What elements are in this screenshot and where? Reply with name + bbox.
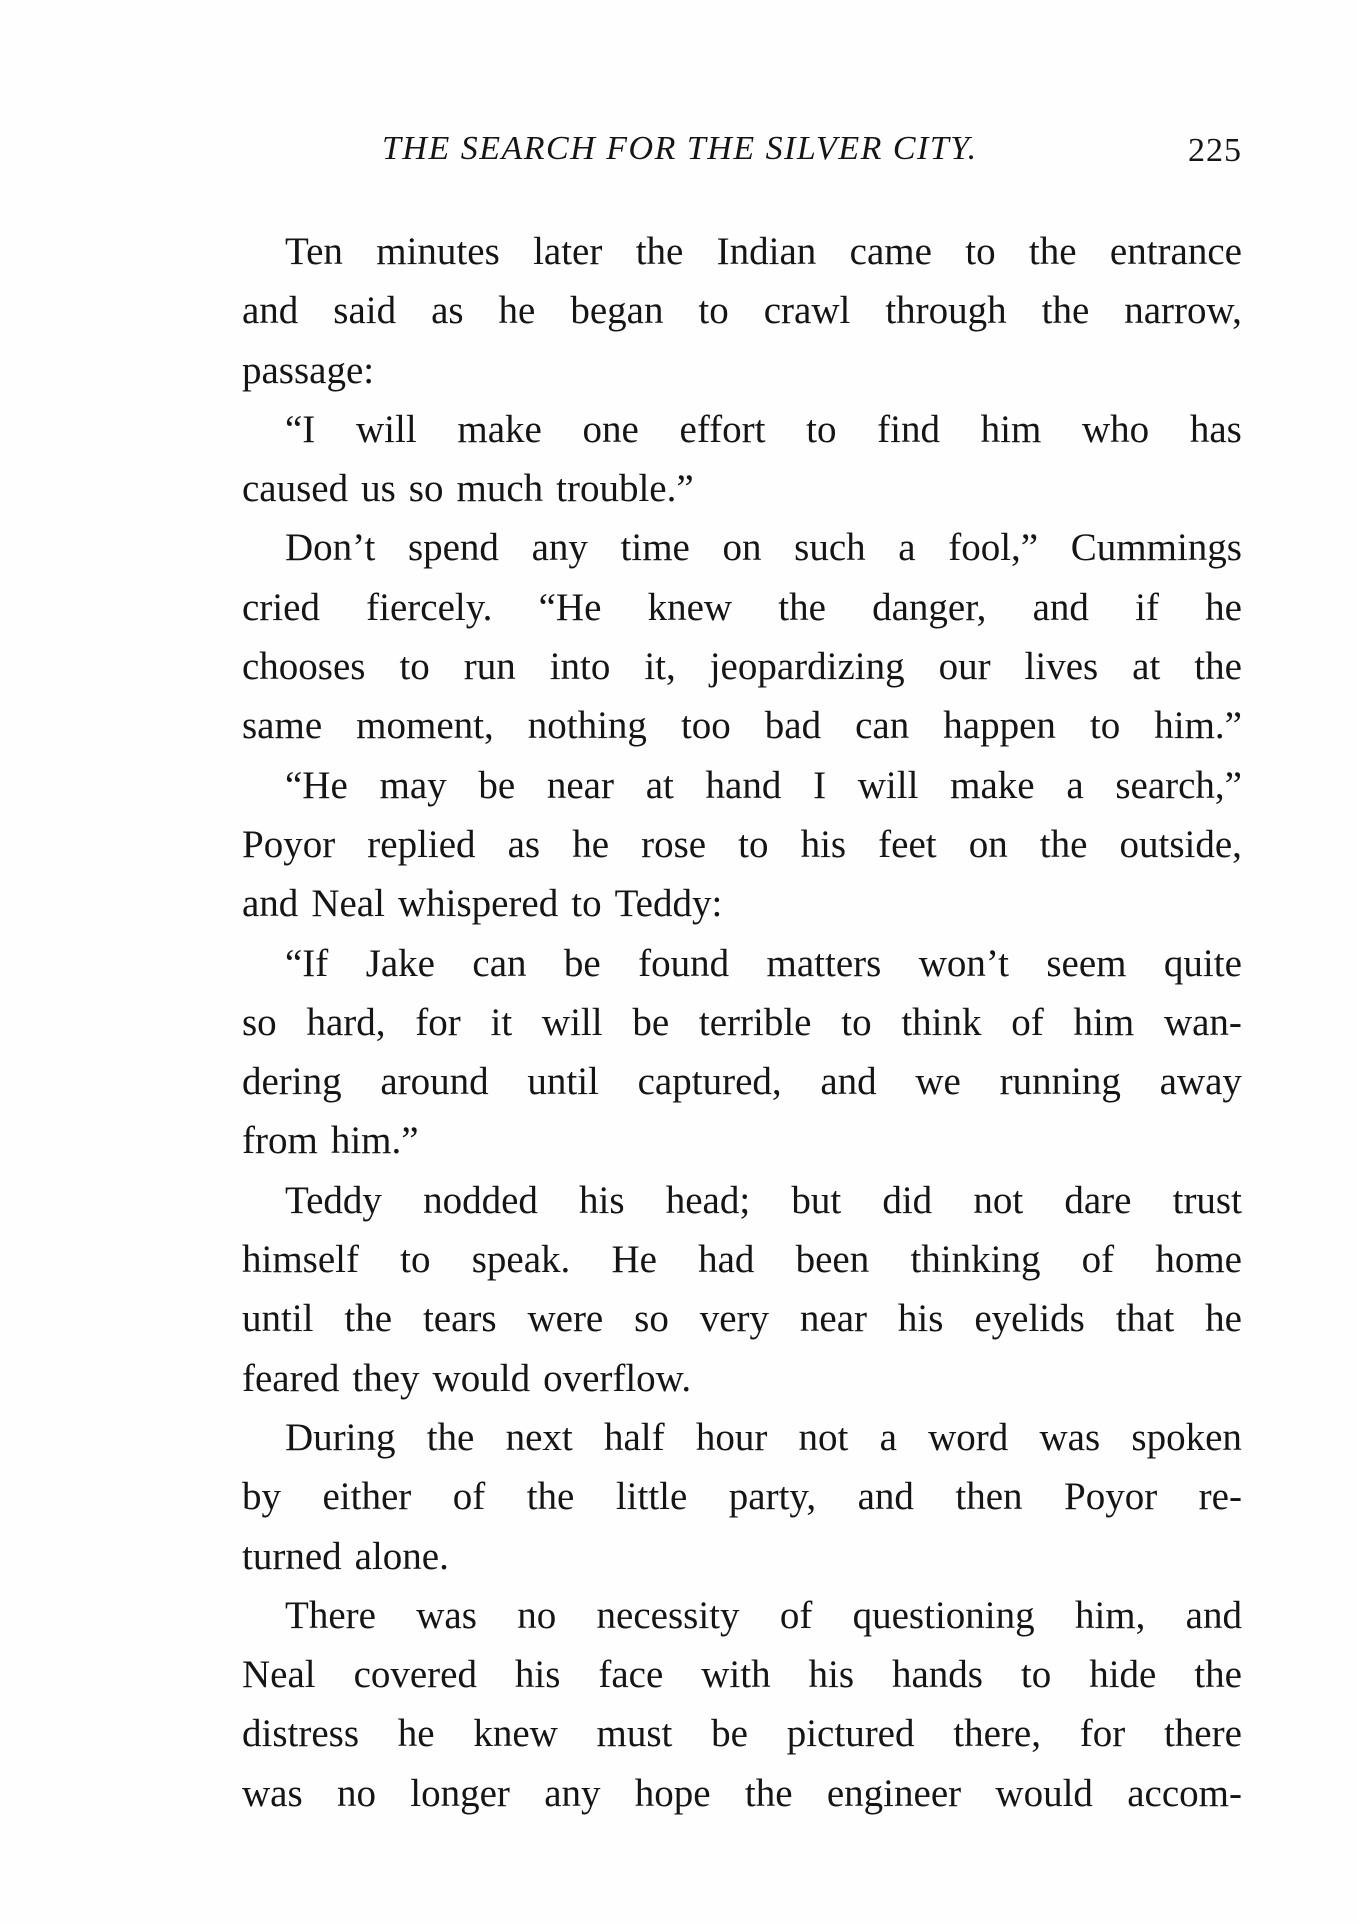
word: There	[285, 1593, 376, 1637]
word: make	[457, 407, 542, 451]
word: our	[938, 645, 991, 689]
word: speak.	[471, 1238, 571, 1282]
word: said	[333, 289, 397, 333]
word: had	[698, 1238, 755, 1282]
word: began	[570, 289, 664, 333]
word: “He	[285, 763, 348, 807]
text-line	[242, 1349, 1242, 1408]
word: half	[603, 1415, 665, 1459]
word: hope	[634, 1771, 711, 1815]
word: away	[1159, 1060, 1242, 1104]
word: the	[1041, 289, 1090, 333]
word: Ten	[285, 230, 343, 273]
word: to	[400, 1238, 431, 1282]
word: tears	[422, 1297, 497, 1341]
word: quite	[1163, 941, 1242, 985]
text-line	[242, 400, 1242, 459]
word: him.”	[330, 1119, 419, 1163]
text-line	[242, 1527, 1242, 1586]
word: would	[432, 1356, 531, 1400]
word: into	[549, 645, 611, 689]
word: may	[379, 763, 447, 807]
word: time	[620, 526, 690, 570]
word: pictured	[786, 1712, 915, 1756]
word: can	[472, 941, 527, 985]
word: Jake	[365, 941, 435, 985]
word: and	[820, 1060, 877, 1104]
word: and	[242, 289, 299, 333]
word: caused	[242, 467, 349, 511]
word: either	[322, 1475, 412, 1519]
word: who	[1082, 407, 1150, 451]
word: been	[795, 1238, 870, 1282]
word: hour	[695, 1415, 768, 1459]
word: crawl	[763, 289, 851, 333]
word: to	[571, 882, 602, 926]
text-line	[242, 459, 1242, 518]
word: near	[546, 763, 614, 807]
word: to	[1089, 704, 1121, 748]
word: so	[408, 467, 444, 511]
word: any	[544, 1771, 601, 1815]
text-line	[242, 578, 1242, 637]
word: not	[973, 1178, 1024, 1222]
text-line	[242, 341, 1242, 400]
word: the	[1028, 230, 1077, 273]
word: overflow.	[543, 1356, 692, 1400]
word: eyelids	[974, 1297, 1085, 1341]
word: no	[336, 1771, 376, 1815]
word: a	[898, 526, 916, 570]
text-line	[242, 637, 1242, 696]
word: he	[1205, 585, 1242, 629]
word: for	[415, 1000, 461, 1044]
word: any	[531, 526, 588, 570]
word: I	[813, 763, 827, 807]
word: hand	[705, 763, 782, 807]
word: the	[526, 1475, 575, 1519]
word: covered	[353, 1653, 477, 1697]
word: his	[897, 1297, 944, 1341]
word: to	[1020, 1653, 1052, 1697]
running-title: THE SEARCH FOR THE SILVER CITY.	[382, 130, 978, 167]
word: Neal	[242, 1653, 316, 1697]
text-line	[242, 1052, 1242, 1111]
word: be	[563, 941, 601, 985]
word: of	[1081, 1238, 1115, 1282]
word: trouble.”	[556, 467, 694, 511]
word: longer	[410, 1771, 510, 1815]
word: until	[242, 1297, 314, 1341]
word: the	[778, 585, 826, 629]
word: lives	[1024, 645, 1099, 689]
word: to	[965, 230, 996, 273]
word: for	[1079, 1712, 1126, 1756]
word: of	[452, 1475, 486, 1519]
word: dering	[242, 1060, 342, 1104]
word: necessity	[596, 1593, 740, 1637]
word: and	[857, 1475, 914, 1519]
word: at	[1132, 645, 1161, 689]
word: as	[431, 289, 464, 333]
word: of	[1011, 1000, 1044, 1044]
text-line	[242, 934, 1242, 993]
word: so	[242, 1000, 277, 1044]
word: outside,	[1119, 822, 1242, 866]
word: through	[885, 289, 1007, 333]
word: a	[879, 1415, 897, 1459]
word: was	[1039, 1415, 1101, 1459]
word: the	[1039, 822, 1088, 866]
word: face	[598, 1653, 664, 1697]
word: cried	[242, 585, 320, 629]
word: came	[849, 230, 932, 273]
word: fiercely.	[366, 585, 493, 629]
word: word	[928, 1415, 1009, 1459]
word: think	[901, 1000, 982, 1044]
word: from	[242, 1119, 318, 1163]
word: and	[1032, 585, 1089, 629]
word: little	[615, 1475, 688, 1519]
word: search,”	[1115, 763, 1242, 807]
word: Teddy	[285, 1178, 382, 1222]
word: knew	[647, 585, 733, 629]
word: be	[632, 1000, 670, 1044]
text-line	[242, 1467, 1242, 1526]
word: no	[517, 1593, 557, 1637]
text-line	[242, 1171, 1242, 1230]
word: his	[579, 1178, 625, 1222]
word: the	[1194, 645, 1242, 689]
word: the	[1194, 1653, 1242, 1697]
word: “He	[538, 585, 602, 629]
word: turned	[242, 1534, 342, 1578]
word: one	[582, 407, 639, 451]
text-line	[242, 696, 1242, 755]
word: us	[361, 467, 396, 511]
word: the	[426, 1415, 475, 1459]
text-line	[242, 222, 1242, 281]
word: engineer	[826, 1771, 962, 1815]
text-line	[242, 1289, 1242, 1348]
text-line	[242, 281, 1242, 340]
word: on	[722, 526, 762, 570]
word: to	[738, 822, 769, 866]
word: dare	[1064, 1178, 1132, 1222]
word: can	[855, 704, 910, 748]
word: hard,	[306, 1000, 386, 1044]
word: matters	[766, 941, 882, 985]
word: thinking	[910, 1238, 1041, 1282]
word: feet	[878, 822, 937, 866]
text-line	[242, 1408, 1242, 1467]
word: passage:	[242, 348, 375, 392]
word: rose	[641, 822, 707, 866]
word: Cummings	[1070, 526, 1242, 570]
word: Neal	[311, 882, 385, 926]
word: fool,”	[948, 526, 1039, 570]
word: Teddy:	[614, 882, 723, 926]
word: “If	[285, 941, 329, 985]
word: later	[533, 230, 603, 273]
word: found	[638, 941, 730, 985]
text-line	[242, 518, 1242, 577]
word: accom-	[1127, 1771, 1242, 1815]
word: the	[744, 1771, 793, 1815]
word: it,	[644, 645, 676, 689]
word: feared	[242, 1356, 340, 1400]
word: narrow,	[1124, 289, 1242, 333]
word: effort	[679, 407, 766, 451]
word: same	[242, 704, 323, 748]
word: won’t	[918, 941, 1009, 985]
word: near	[799, 1297, 868, 1341]
word: minutes	[376, 230, 500, 273]
word: very	[699, 1297, 770, 1341]
word: will	[857, 763, 919, 807]
word: him.”	[1154, 704, 1242, 748]
word: chooses	[242, 645, 366, 689]
word: that	[1115, 1297, 1175, 1341]
word: as	[507, 822, 541, 866]
word: himself	[242, 1238, 359, 1282]
word: they	[352, 1356, 420, 1400]
word: running	[999, 1060, 1121, 1104]
word: danger,	[872, 585, 987, 629]
running-head	[242, 130, 1242, 180]
text-line	[242, 1230, 1242, 1289]
word: jeopardizing	[709, 645, 905, 689]
word: nothing	[527, 704, 647, 748]
word: whispered	[397, 882, 559, 926]
word: home	[1155, 1238, 1242, 1282]
word: of	[779, 1593, 813, 1637]
word: would	[995, 1771, 1093, 1815]
word: until	[527, 1060, 599, 1104]
word: knew	[473, 1712, 558, 1756]
word: make	[950, 763, 1035, 807]
word: was	[242, 1771, 303, 1815]
word: Poyor	[1064, 1475, 1158, 1519]
word: run	[463, 645, 516, 689]
word: hands	[891, 1653, 983, 1697]
word: so	[634, 1297, 669, 1341]
word: spoken	[1131, 1415, 1242, 1459]
word: him	[980, 407, 1042, 451]
body-text	[242, 222, 1242, 1823]
word: has	[1189, 407, 1242, 451]
word: to	[841, 1000, 872, 1044]
word: there,	[953, 1712, 1041, 1756]
text-line	[242, 1586, 1242, 1645]
word: did	[882, 1178, 933, 1222]
text-line	[242, 993, 1242, 1052]
word: he	[572, 822, 610, 866]
word: Indian	[716, 230, 817, 273]
word: trust	[1172, 1178, 1242, 1222]
word: During	[285, 1415, 396, 1459]
word: to	[399, 645, 430, 689]
word: at	[645, 763, 674, 807]
word: on	[968, 822, 1008, 866]
word: the	[344, 1297, 393, 1341]
word: find	[877, 407, 940, 451]
word: hide	[1089, 1653, 1157, 1697]
word: it	[490, 1000, 513, 1044]
word: bad	[764, 704, 822, 748]
word: alone.	[354, 1534, 449, 1578]
word: he	[498, 289, 536, 333]
text-line	[242, 874, 1242, 933]
word: happen	[943, 704, 1056, 748]
word: terrible	[698, 1000, 812, 1044]
word: wan-	[1163, 1000, 1242, 1044]
word: such	[794, 526, 866, 570]
word: spend	[407, 526, 499, 570]
text-line	[242, 815, 1242, 874]
word: were	[527, 1297, 604, 1341]
word: be	[711, 1712, 748, 1756]
word: we	[915, 1060, 961, 1104]
word: head;	[665, 1178, 751, 1222]
word: Don’t	[285, 526, 376, 570]
word: will	[541, 1000, 603, 1044]
word: him	[1073, 1000, 1135, 1044]
word: the	[635, 230, 684, 273]
word: by	[242, 1475, 281, 1519]
text-line	[242, 1764, 1242, 1823]
word: Poyor	[242, 822, 336, 866]
text-line	[242, 756, 1242, 815]
word: be	[478, 763, 516, 807]
word: He	[611, 1238, 657, 1282]
word: will	[356, 407, 417, 451]
word: him,	[1074, 1593, 1146, 1637]
word: nodded	[423, 1178, 538, 1222]
word: replied	[367, 822, 476, 866]
word: distress	[242, 1712, 359, 1756]
word: his	[800, 822, 847, 866]
word: he	[397, 1712, 435, 1756]
word: but	[791, 1178, 842, 1222]
word: and	[242, 882, 299, 926]
word: then	[955, 1475, 1023, 1519]
text-line	[242, 1704, 1242, 1763]
word: re-	[1198, 1475, 1242, 1519]
word: next	[505, 1415, 573, 1459]
word: with	[701, 1653, 771, 1697]
word: to	[806, 407, 837, 451]
word: captured,	[637, 1060, 782, 1104]
word: around	[380, 1060, 489, 1104]
text-line	[242, 1645, 1242, 1704]
word: there	[1163, 1712, 1242, 1756]
text-line	[242, 1111, 1242, 1170]
page-number: 225	[1188, 132, 1242, 169]
word: “I	[285, 407, 316, 451]
word: too	[680, 704, 731, 748]
word: seem	[1046, 941, 1127, 985]
word: questioning	[852, 1593, 1035, 1637]
word: his	[808, 1653, 855, 1697]
word: much	[456, 467, 544, 511]
word: entrance	[1109, 230, 1242, 273]
word: to	[698, 289, 729, 333]
word: if	[1135, 585, 1159, 629]
word: not	[798, 1415, 849, 1459]
word: and	[1185, 1593, 1242, 1637]
word: his	[514, 1653, 561, 1697]
word: he	[1205, 1297, 1242, 1341]
word: was	[416, 1593, 477, 1637]
word: party,	[728, 1475, 817, 1519]
word: a	[1066, 763, 1084, 807]
word: must	[596, 1712, 673, 1756]
word: moment,	[356, 704, 494, 748]
